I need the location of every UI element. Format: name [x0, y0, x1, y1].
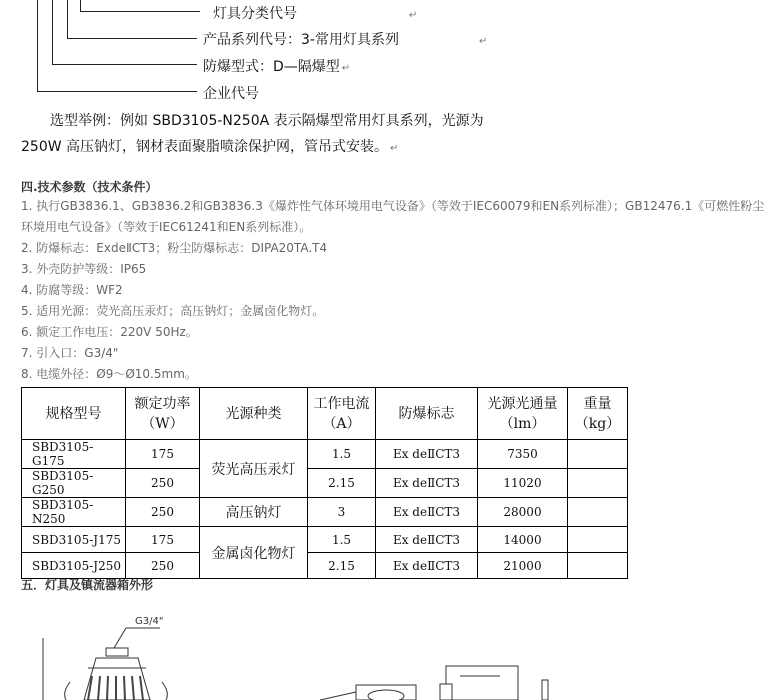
tree-line: [52, 0, 53, 64]
cell-ex-mark: Ex deⅡCT3: [376, 440, 478, 469]
cell-flux: 28000: [478, 498, 568, 527]
ballast-ring: [368, 690, 404, 700]
cell-current: 1.5: [308, 527, 376, 553]
spec-item-7: 7. 引入口：G3/4": [21, 346, 119, 360]
tree-line: [67, 38, 197, 39]
example-line-1: 选型举例：例如 SBD3105-N250A 表示隔爆型常用灯具系列，光源为: [50, 113, 484, 129]
spec-item-2: 2. 防爆标志：ExdeⅡCT3；粉尘防爆标志：DIPA20TA.T4: [21, 241, 328, 255]
cell-current: 3: [308, 498, 376, 527]
cell-model: SBD3105-G175: [22, 440, 126, 469]
lamp-cap: [106, 648, 128, 656]
cell-flux: 14000: [478, 527, 568, 553]
table-row: [22, 553, 628, 579]
table-row: [22, 498, 628, 527]
paragraph-mark: ↵: [478, 36, 488, 47]
dimension-label: G3/4": [135, 616, 164, 627]
cell-model: SBD3105-N250: [22, 498, 126, 527]
cell-weight: [568, 527, 628, 553]
spec-item-1: 1. 执行GB3836.1、GB3836.2和GB3836.3《爆炸性气体环境用电气设备》（等效于IEC60079和EN系列标准）；GB12476.1《可燃性粉尘: [21, 199, 765, 213]
spec-item-8: 8. 电缆外径：Ø9～Ø10.5mm。: [21, 367, 197, 381]
spec-item-1-cont: 环境用电气设备》（等效于IEC61241和EN系列标准）。: [21, 220, 312, 234]
cell-current: 2.15: [308, 553, 376, 579]
label-series-code: 产品系列代号：3-常用灯具系列: [203, 32, 399, 48]
header-current: 工作电流 （A）: [308, 388, 376, 440]
box-gland: [440, 684, 452, 700]
spec-item-3: 3. 外壳防护等级：IP65: [21, 262, 147, 276]
paragraph-mark: ↵: [390, 143, 399, 154]
cell-flux: 7350: [478, 440, 568, 469]
example-line-2: 250W 高压钠灯，钢材表面聚脂喷涂保护网，管吊式安装。: [21, 139, 389, 155]
cell-ex-mark: Ex deⅡCT3: [376, 527, 478, 553]
cell-ex-mark: Ex deⅡCT3: [376, 498, 478, 527]
spec-item-4: 4. 防腐等级：WF2: [21, 283, 123, 297]
leader-line: [114, 628, 126, 648]
cell-weight: [568, 469, 628, 498]
header-flux: 光源光通量 （lm）: [478, 388, 568, 440]
table-row: [22, 440, 628, 469]
cell-source-type: 金属卤化物灯: [200, 527, 308, 579]
tree-line: [37, 0, 38, 91]
header-source-type: 光源种类: [200, 388, 308, 440]
section-4-title: 四.技术参数（技术条件）: [21, 180, 158, 194]
cell-current: 2.15: [308, 469, 376, 498]
table-row: [22, 469, 628, 498]
label-company-code: 企业代号: [203, 86, 259, 102]
cell-weight: [568, 440, 628, 469]
paragraph-mark: ↵: [341, 63, 351, 74]
cell-weight: [568, 498, 628, 527]
ballast-line: [320, 692, 356, 700]
header-model: 规格型号: [22, 388, 126, 440]
ballast-box: [446, 666, 518, 700]
cell-weight: [568, 553, 628, 579]
cell-power: 250: [126, 469, 200, 498]
spec-table: [21, 387, 628, 579]
label-explosion-type: 防爆型式：D—隔爆型: [203, 59, 340, 75]
lamp-curve: [65, 682, 70, 700]
section-5-title: 五．灯具及镇流器箱外形: [21, 578, 154, 592]
table-row: [22, 527, 628, 553]
table-header-row: [22, 388, 628, 440]
cell-power: 175: [126, 440, 200, 469]
tree-line: [52, 64, 197, 65]
cell-ex-mark: Ex deⅡCT3: [376, 469, 478, 498]
cell-flux: 21000: [478, 553, 568, 579]
cell-model: SBD3105-G250: [22, 469, 126, 498]
cell-power: 250: [126, 498, 200, 527]
cell-source-type: 高压钠灯: [200, 498, 308, 527]
spec-item-5: 5. 适用光源：荧光高压汞灯；高压钠灯；金属卤化物灯。: [21, 304, 325, 318]
cell-current: 1.5: [308, 440, 376, 469]
cell-model: SBD3105-J175: [22, 527, 126, 553]
tree-line: [37, 91, 197, 92]
tree-line: [67, 0, 68, 38]
cell-source-type: 荧光高压汞灯: [200, 440, 308, 498]
box-bracket: [542, 680, 548, 700]
cell-flux: 11020: [478, 469, 568, 498]
header-ex-mark: 防爆标志: [376, 388, 478, 440]
cell-ex-mark: Ex deⅡCT3: [376, 553, 478, 579]
spec-item-6: 6. 额定工作电压：220V 50Hz。: [21, 325, 198, 339]
cell-power: 175: [126, 527, 200, 553]
tree-line: [80, 0, 81, 11]
paragraph-mark: ↵: [409, 10, 418, 21]
fixture-drawing: [0, 600, 770, 700]
tree-line: [80, 11, 200, 12]
header-power: 额定功率 （W）: [126, 388, 200, 440]
label-classification-code: 灯具分类代号: [213, 6, 297, 22]
lamp-curve: [162, 682, 167, 700]
cell-model: SBD3105-J250: [22, 553, 126, 579]
header-weight: 重量 （kg）: [568, 388, 628, 440]
cell-power: 250: [126, 553, 200, 579]
